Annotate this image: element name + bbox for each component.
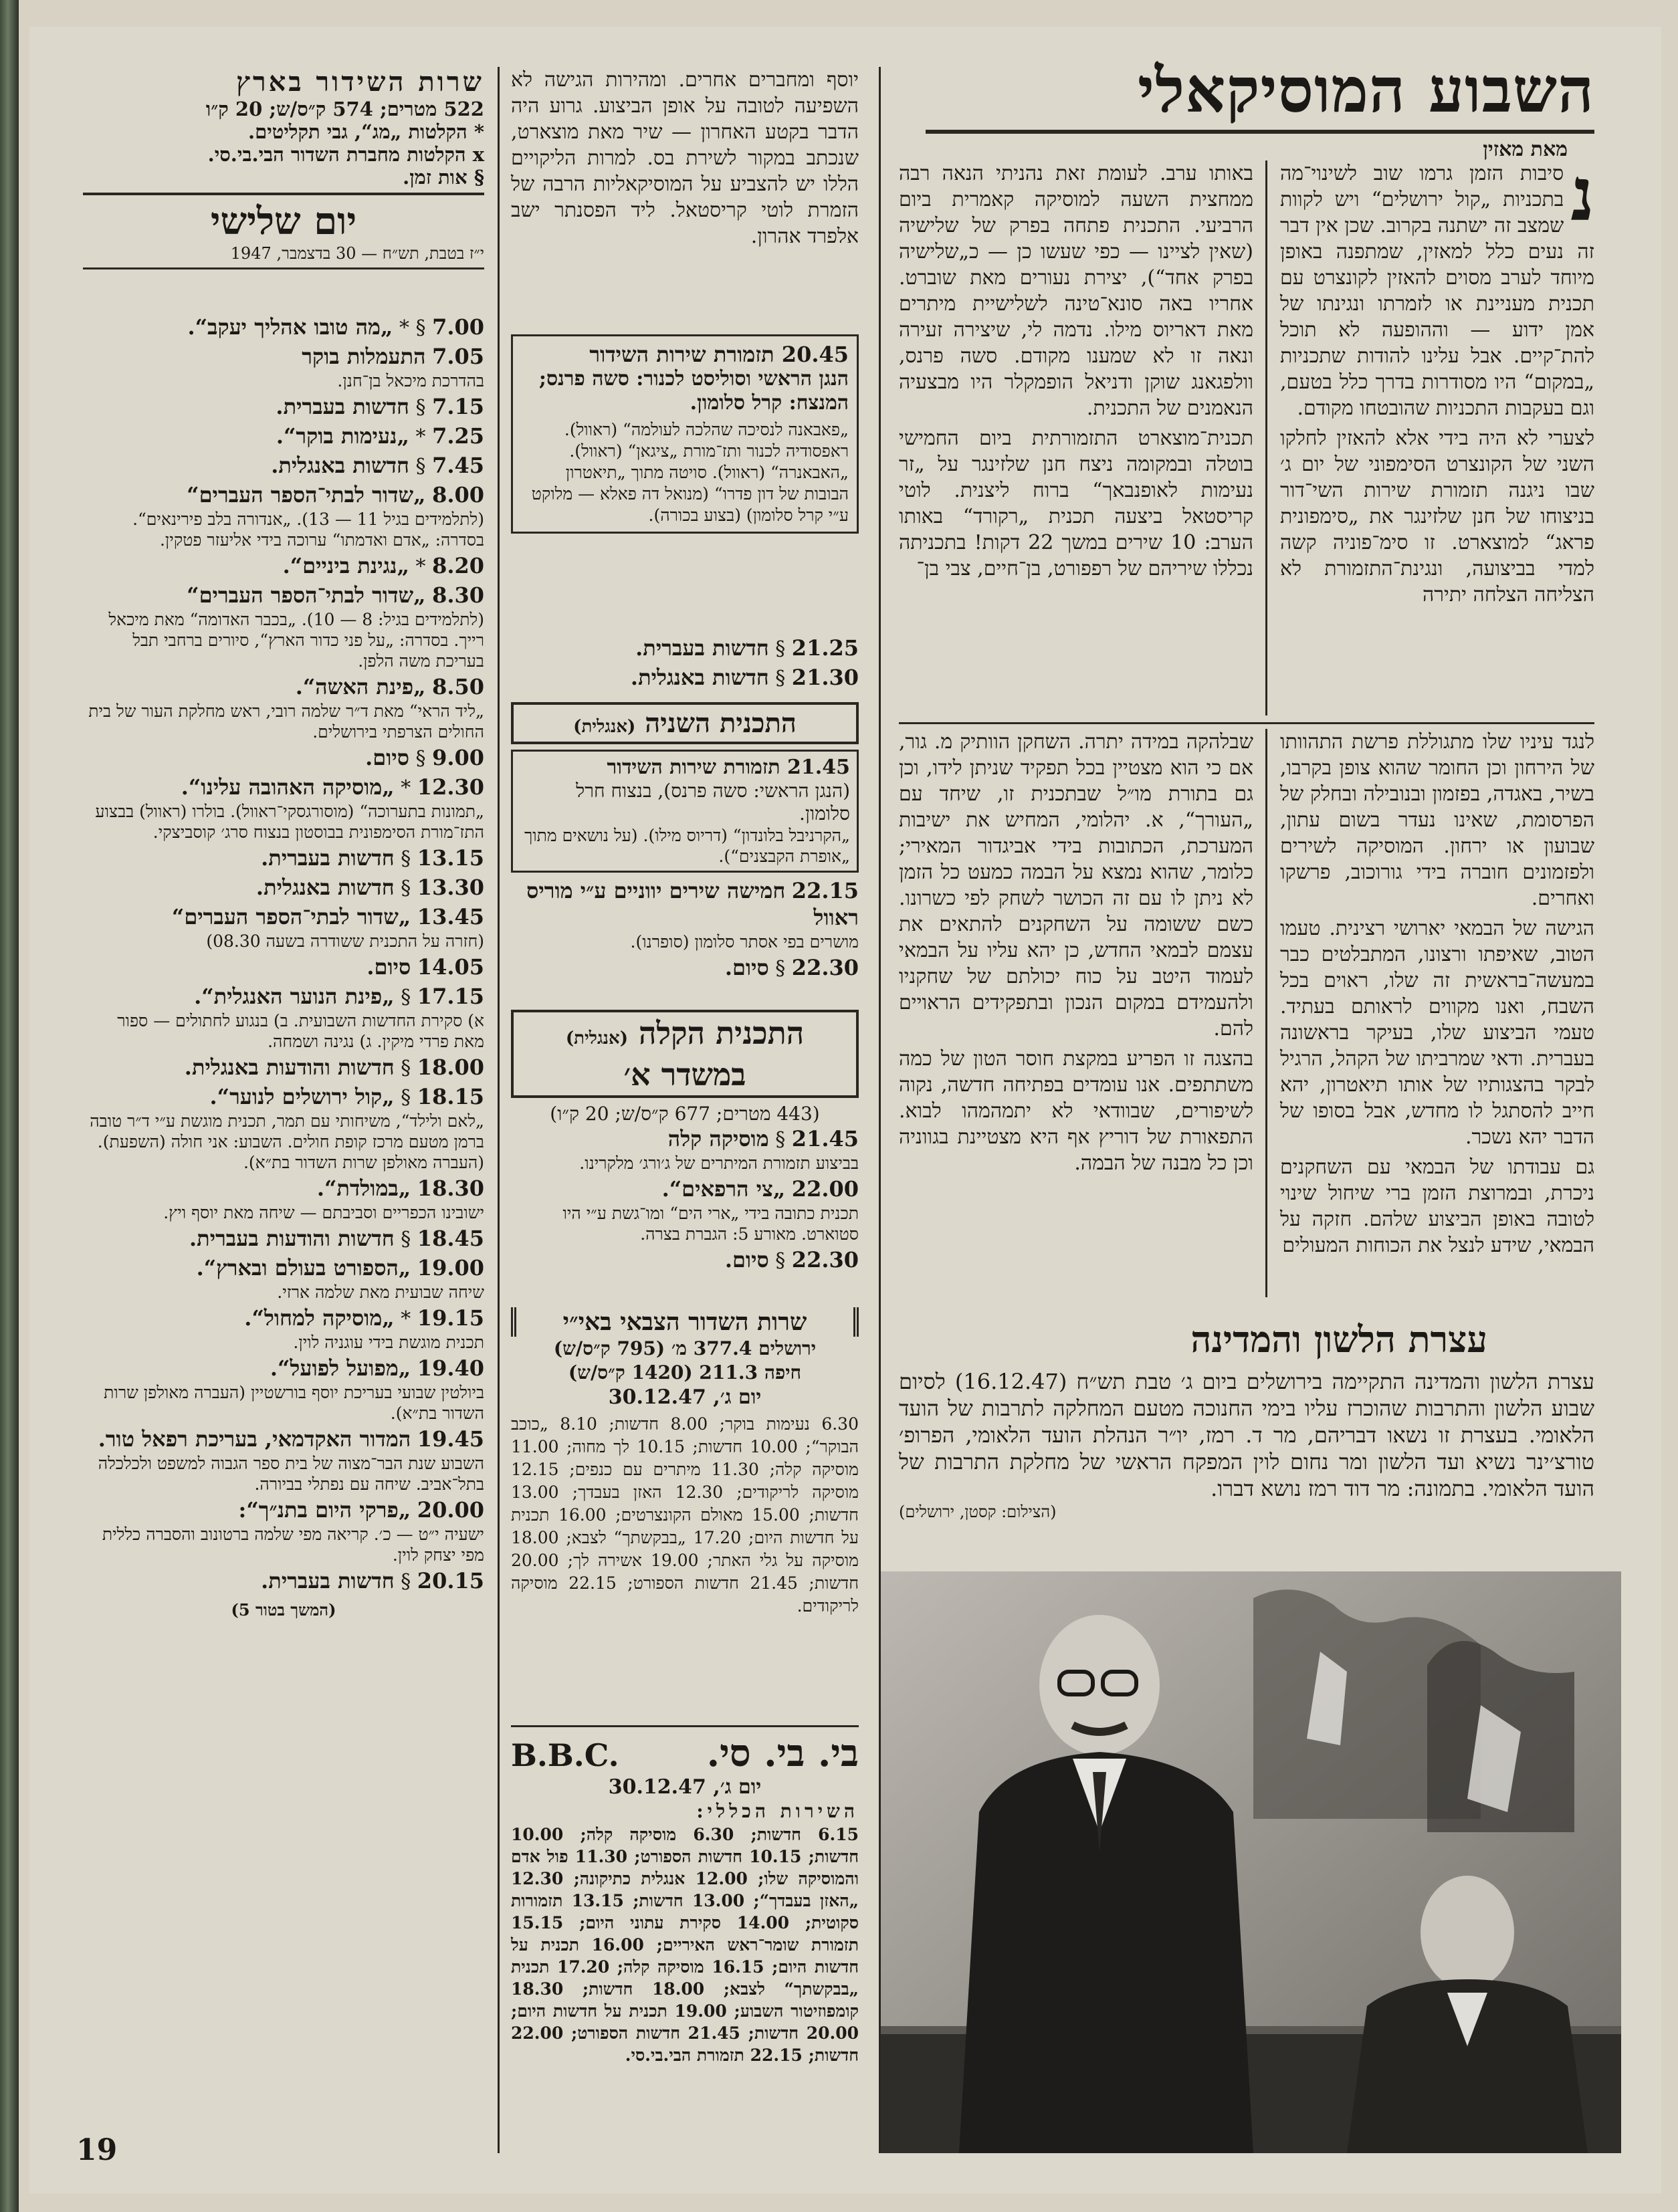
concert-box	[511, 334, 859, 534]
schedule-header-line: * הקלטות „מג“, גבי תקליטים.	[248, 120, 484, 143]
day-date: י״ז בטבת, תש״ח — 30 בדצמבר, 1947	[230, 244, 484, 263]
section-divider	[899, 722, 1594, 724]
schedule-item: 22.30 § סיום.	[724, 955, 859, 980]
schedule-item: 19.15 * „מוסיקה למחול“. תכנית מוגשת בידי עוגניה לוין.	[244, 1305, 484, 1352]
schedule-item: 13.45 „שדור לבתי־הספר העברים“ (חזרה על התכנית ששודרה בשעה 08.30)	[171, 904, 484, 951]
bbc-header-latin: B.B.C.	[511, 1737, 619, 1773]
review-paragraph: לנגד עיניו שלו מתגוללת פרשת התהוותו של הירחון וכן החומר שהוא צופן בקרבו, בשיר, באגדה, בפזמון ובנובילה ובחלק של הפרסומת, שאינו נעדר בשום עתון, שבועון או ירחון. המוסיקה לשירים ולפזמונים חוברה בידי גורוכוב, פרשקו ואחרים.	[1280, 730, 1594, 910]
schedule-item: 7.45 § חדשות באנגלית.	[271, 453, 484, 478]
schedule-header-line: 522 מטרים; 574 ק״ס/ש; 20 ק״ו	[205, 98, 484, 120]
review-col-left	[899, 729, 1253, 1180]
army-radio-header: שרות השדור הצבאי באי״י	[511, 1307, 859, 1337]
column-divider	[1265, 160, 1267, 715]
army-radio-date: יום ג׳, 30.12.47	[608, 1386, 762, 1409]
news-article-title: עצרת הלשון והמדינה	[1190, 1318, 1487, 1361]
music-paragraph: באותו ערב. לעומת זאת נהניתי הנאה רבה ממחצית השעה למוסיקה קאמרית ביום הרביעי. התכנית פתחה בפרק של שלישיה (שאין לציינו — כפי שעשו כן — כ„שלישיה בפרק אחד“), יצירת נעורים מאת שוברט. אחריו באה סונא־טינה לשלישיית מיתרים מאת דאריוס מילו. נדמה לי, שיצירה זעירה ונאה זו לא שמענו מקודם. סשה פרנס, וולפגאנג שוקן ודניאל הופמקלר היו מבצעיה הנאמנים של התכנית.	[899, 162, 1253, 420]
light-program-freq: (443 מטרים; 677 ק״ס/ש; 20 ק״ו)	[550, 1103, 820, 1125]
army-radio-schedule: 6.30 נעימות בוקר; 8.00 חדשות; 8.10 „כוכב הבוקר“; 10.00 חדשות; 10.15 לך מחוה; 11.00 מוסיקה קלה; 11.30 מיתרים עם כנפים; 12.15 מוסיקה לריקודים; 12.30 האזן בעבדך; 13.00 חדשות; 15.00 מאולם הקונצרטים; 16.00 תכנית על חדשות היום; 17.20 „בבקשתך“ לצבא; 18.00 מוסיקה על גלי האתר; 19.00 אשירה לך; 20.00 חדשות; 21.45 חדשות הספורט; 22.15 מוסיקה לריקודים.	[511, 1414, 859, 1616]
schedule-item: 18.45 § חדשות והודעות בעברית.	[189, 1226, 484, 1251]
bbc-schedule	[511, 1725, 859, 2066]
second-program	[511, 702, 859, 984]
magazine-page	[29, 27, 1661, 2193]
schedule-item: 7.05 התעמלות בוקר בהדרכת מיכאל בן־חנן.	[302, 344, 484, 391]
schedule-header-line: § אות זמן.	[403, 166, 484, 189]
schedule-item: 7.00 § * „מה טובו אהליך יעקב“.	[187, 314, 484, 340]
schedule-item: 8.20 * „נגינת ביניים“.	[282, 553, 484, 578]
second-program-header: התכנית השניה (אנגלית)	[511, 702, 859, 744]
review-paragraph: בהצגה זו הפריע במקצת חוסר הטון של כמה משתתפים. אנו עומדים בפתיחה חדשה, נקוה לשיפורים, שבוודאי לא יתמהמהו לבוא. התפאורת של דוריץ אף היא מצטיינת בגווניה וכן כל מבנה של הבמה.	[899, 1047, 1253, 1175]
music-article-title: השבוע המוסיקאלי	[1138, 54, 1594, 126]
music-col-left	[899, 160, 1253, 586]
schedule-header-title: שרות השידור בארץ	[236, 66, 484, 98]
schedule-item: 8.30 „שדור לבתי־הספר העברים“ (לתלמידים בגיל: 8 — 10). „בכבר האדומה“ מאת מיכאל רייך. בסדרה: „על פני כדור הארץ“, סיורים ברחבי תבל בעריכת משה הלפן.	[108, 582, 484, 671]
continued-note: (המשך בטור 5)	[231, 1600, 336, 1620]
concert-title: תזמורת שירות השידור	[589, 342, 774, 367]
day-title: יום שלישי	[210, 199, 357, 243]
schedule-item: 19.00 „הספורט בעולם ובארץ“. שיחה שבועית מאת שלמה ארזי.	[196, 1255, 484, 1302]
binding-spine	[0, 0, 19, 2212]
schedule-list	[83, 314, 484, 1620]
bbc-text: 6.15 חדשות; 6.30 מוסיקה קלה; 10.00 חדשות; 10.15 חדשות הספורט; 11.30 פול אדם והמוסיקה שלו; 12.00 אנגלית כתיקונה; 12.30 „האזן בעבדך“; 13.00 חדשות; 13.15 תזמורות סקוטית; 14.00 סקירת עתוני היום; 15.15 תזמורת שומר־ראש האיריים; 16.00 תכנית על חדשות היום; 16.15 מוסיקה קלה; 17.20 תכנית „בבקשתך“ לצבא; 18.00 חדשות; 18.30 קומפוזיטור השבוע; 19.00 תכנית על חדשות היום; 20.00 חדשות; 21.45 חדשות הספורט; 22.00 חדשות; 22.15 תזמורת הבי.בי.סי.	[511, 1825, 859, 2065]
schedule-item: 19.40 „מפועל לפועל“. ביולטין שבועי בעריכת יוסף בורשטיין (העברה מאולפן שרות השדור בת״א).	[104, 1355, 484, 1423]
concert-time: 20.45	[781, 342, 849, 367]
light-program	[511, 1010, 859, 1277]
schedule-item: 21.30 § חדשות באנגלית.	[630, 665, 859, 690]
army-radio	[511, 1307, 859, 1618]
schedule-item: 7.15 § חדשות בעברית.	[276, 394, 484, 419]
schedule-item: 8.00 „שדור לבתי־הספר העברים“ (לתלמידים בגיל 11 — 13). „אנדורה בלב פירינאים“. בסדרה: „אדם ואדמתו“ ערוכה בידי אליעזר פטקין.	[132, 482, 484, 550]
column-divider	[1265, 729, 1267, 1297]
schedule-item: 21.45 § מוסיקה קלה בביצוע תזמורת המיתרים של ג׳ורג׳ מלקרינו.	[579, 1126, 859, 1173]
drop-cap: נ	[1570, 151, 1594, 237]
second-program-box: 21.45 תזמורת שירות השידור (הנגן הראשי: סשה פרנס), בנצוח חרל סלומון. „הקרניבל בלונדון“ (דריוס מילו). (על נושאים מתוך „אופרת הקבצנים“).	[511, 750, 859, 873]
schedule-item: 18.30 „במולדת“. ישובינו הכפריים וסביבתם — שיחה מאת יוסף ויץ.	[163, 1176, 484, 1222]
schedule-item: 19.45 המדור האקדמאי, בעריכת רפאל טור. השבוע שנת הבר־מצוה של בית ספר הגבוה למשפט ולכלכלה בתל־אביב. שיחה עם נפתלי בביורה.	[98, 1426, 484, 1494]
music-paragraph: סיבות הזמן גרמו שוב לשינוי־מה בתכניות „קול ירושלים“ ויש לקוות שמצב זה ישתנה בקרוב. שכן אין דבר זה נעים כלל למאזין, שמתפנה באופן מיוחד לערב מסוים להאזין לקונצרט עם תכנית מעניינת או לזמרתו ונגינתו של אמן ידוע — וההופעה לא תוכל להת־קיים. אבל עלינו להודות שתכניות „במקום“ היו מסודרות בדרך כלל בטעם, וגם בעקבות התכניות שהובטחו מקודם.	[1280, 162, 1594, 420]
schedule-item: 13.15 § חדשות בעברית.	[261, 845, 484, 871]
music-col-right	[1280, 151, 1594, 612]
review-paragraph: גם עבודתו של הבמאי עם השחקנים ניכרת, ובמרוצת הזמן ברי שיחול שינוי לטובה באופן הביצוע שלהם. חזקה על הבמאי, שידע לנצל את הכוחות המעולים	[1280, 1155, 1594, 1257]
review-paragraph: שבלהקה במידה יתרה. השחקן הוותיק מ. גור, אם כי הוא מצטיין בכל תפקיד שניתן לידו, וכן גם בתורת מו״ל שבתכנית זו, שיחד עם „העורך“, א. יהלומי, המחיש את ישיבות המערכת, הכתובות בידי אביגדור המאירי; כלומר, שהוא נמצא על הבמה כמעט כל הזמן לא ניתן לו עם זה הכושר לשחק לפי כשרונו. כשם ששומה על השחקנים להתאים את עצמם לבמאי החדש, כן יהא עליו על הבמאי לעמוד היטב על כוח יכולתם של שחקניו ולהעמידם במקום הנכון ובתפקידים הראויים להם.	[899, 730, 1253, 1040]
schedule-item: 18.00 § חדשות והודעות באנגלית.	[184, 1055, 484, 1080]
review-paragraph: הגישה של הבמאי יארושי רצינית. טעמו הטוב, שאיפתו ורצונו, המתבלטים כבר במעשה־בראשית זה שלו, ראוים בכל השבח, ואנו מקווים לראותם בעתיד. טעמי הביצוע שלו, בעיקר בראשונה בעברית. ודאי שמרביתו של הקהל, הרגיל לבקר בהצגותיו של אותו תיאטרון, יהא חייב להסתגל לו מחדש, אבל בסופו של הדבר יהא נשכר.	[1280, 917, 1594, 1149]
schedule-item: 22.00 „צי הרפאים“. תכנית כתובה בידי „ארי הים“ ומו־גשת ע״י היו סטוארט. מאורע 5: הגברת בצרה.	[562, 1176, 859, 1244]
music-article-header	[926, 53, 1594, 162]
review-col-right	[1280, 729, 1594, 1262]
bbc-header-hebrew: בי. בי. סי.	[706, 1731, 859, 1775]
schedule-item: 14.05 סיום.	[366, 954, 484, 980]
schedule-item: 21.25 § חדשות בעברית.	[635, 635, 859, 661]
army-radio-freq: חיפה 211.3 (1420 ק״ס/ש)	[568, 1361, 802, 1384]
schedule-item: 13.30 § חדשות באנגלית.	[255, 875, 484, 900]
news-article	[899, 1317, 1594, 1522]
schedule-item: 7.25 * „נעימות בוקר“.	[276, 423, 484, 449]
bbc-date: יום ג׳, 30.12.47	[608, 1775, 762, 1799]
bbc-subheader: השירות הכללי:	[696, 1800, 859, 1822]
mid-news-list	[511, 635, 859, 694]
concert-lines: הנגן הראשי וסוליסט לכנור: סשה פרנס; המנצח: קרל סלומון.	[538, 367, 849, 415]
schedule-item: 17.15 § „פינת הנוער האנגלית“. א) סקירת החדשות השבועית. ב) בנגוע לחתולים — ספור מאת פרדי מיקין. ג) נגינה ושמחה.	[117, 984, 484, 1051]
schedule-item: 18.15 § „קול ירושלים לנוער“. „לאם ולילד“, משיחותי עם תמר, תכנית מוגשת ע״י ד״ר טובה ברמן מטעם מרכז קופת חולים. השבוע: אני חולה (השפעת). (העברה מאולפן שרות השדור בת״א).	[90, 1084, 484, 1172]
schedule-header-line: x הקלטות מחברת השדור הבי.בי.סי.	[207, 143, 484, 166]
photo-credit: (הצילום: קסטן, ירושלים)	[899, 1503, 1057, 1521]
music-paragraph: לצערי לא היה בידי אלא להאזין לחלקו השני של הקונצרט הסימפוני של יום ג׳ שבו ניגנה תזמורת שירות השי־דור בניצוחו של חנן שלזינגר את „סימפונית פראג“ למוצארט. זו סימ־פוניה קשה למדי בביצועה, ונגינת־התזמורת לא הצליחה הצלחה יתירה	[1280, 427, 1594, 606]
column-divider	[879, 67, 881, 2153]
news-article-text: עצרת הלשון והמדינה התקיימה בירושלים ביום ג׳ טבת תש״ח (16.12.47) לסיום שבוע הלשון והתרבות שהוכרז עליו בימי החנוכה מטעם המחלקה לתרבות של הועד הלאומי. בעצרת זו נשאו דבריהם, מר ד. רמז, יו״ר הנהלת הועד הלאומי, הפרופ׳ טורצ׳ינר נשיא ועד הלשון ומר נחום לוין המפקח הראשי של מחלקת התרבות של הועד הלאומי. בתמונה: מר דוד רמז נושא דברו.	[899, 1369, 1595, 1501]
music-paragraph: תכנית־מוצארט התזמורתית ביום החמישי בוטלה ובמקומה ניצח חנן שלזינגר על „זר נעימות לאופנבאך“ ברוח ליצנית. לוטי קריסטאל ביצעה תכנית „רקורד“ באותו הערב: 10 שירים במשך 22 דקות! בתכניתה נכללו שיריהם של רפפורט, בן־חיים, צבי בן־	[899, 427, 1253, 580]
army-radio-freq: ירושלים 377.4 מ׳ (795 ק״ס/ש)	[553, 1337, 817, 1359]
music-article-continuation: יוסף ומחברים אחרים. ומהירות הגישה לא השפיעה לטובה על אופן הביצוע. גרוע היה הדבר בקטע האחרון — שיר מאת מוצארט, שנכתב במקור לשירת בס. למרות הליקויים הללו יש להצביע על המוסיקאליות הרבה של הזמרת לוטי קריסטאל. ליד הפסנתר ישב אלפרד אהרון.	[511, 68, 859, 248]
speaker-photo	[879, 1571, 1621, 2153]
schedule-item: 22.30 § סיום.	[724, 1247, 859, 1273]
schedule-header	[83, 67, 484, 276]
schedule-item: 8.50 „פינת האשה“. „ליד הראי“ מאת ד״ר שלמה רובי, ראש מחלקת העור של בית החולים הצרפתי בירושלים.	[88, 674, 484, 742]
music-article-byline: מאת מאזין	[1483, 138, 1568, 161]
speaker-photo-image	[879, 1571, 1621, 2153]
page-number: 19	[76, 2133, 118, 2167]
schedule-item: 20.00 „פרקי היום בתנ״ך“: ישעיה י״ט — כ׳. קריאה מפי שלמה ברטונוב והסברה כללית מפי יצחק לוין.	[102, 1497, 484, 1565]
column-divider	[498, 67, 500, 2153]
schedule-item: 20.15 § חדשות בעברית.	[261, 1568, 484, 1593]
light-program-header: התכנית הקלה (אנגלית) במשדר א׳	[511, 1010, 859, 1098]
schedule-item: 9.00 § סיום.	[365, 745, 484, 770]
concert-program: „פאבאנה לנסיכה שהלכה לעולמה“ (ראוול). ראפסודיה לכנור ותז־מורת „ציגאן“ (ראוול). „האבאנרה“ (ראוול). סויטה מתוך „תיאטרון הבובות של דון פדרו“ (מנואל דה פאלא — מלוקט ע״י קרל סלומון) (בצוע בכורה).	[531, 420, 849, 525]
schedule-item: 12.30 * „מוסיקה האהובה עלינו“. „תמונות בתערוכה“ (מוסורגסקי־ראוול). בולרו (ראוול) בבצוע התז־מורת הסימפונית בבוסטון בנצוח סרג׳ קוסביצקי.	[95, 774, 484, 842]
schedule-item: 22.15 חמישה שירים יווניים ע״י מוריס ראוול מושרים בפי אסתר סלומון (סופרנו).	[526, 878, 859, 952]
